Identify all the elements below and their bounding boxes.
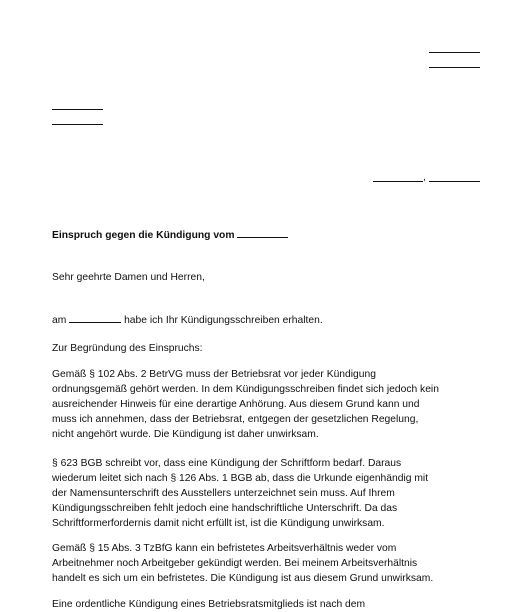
place-date-separator: ,	[423, 172, 426, 183]
recipient-name-blank[interactable]	[52, 109, 103, 110]
reason-paragraph-betrvg	[52, 367, 484, 442]
paragraph-line: Kündigungsschreiben fehlt jedoch eine handschriftliche Unterschrift. Da das	[52, 503, 398, 514]
paragraph-line: muss ich annehmen, dass der Betriebsrat, entgegen der gesetzlichen Regelung,	[52, 414, 419, 425]
paragraph-line: wiederum leitet sich nach § 126 Abs. 1 BGB ab, dass die Urkunde eigenhändig mit	[52, 473, 429, 484]
place-blank[interactable]	[373, 181, 423, 182]
sender-address-blank[interactable]	[429, 67, 480, 68]
paragraph-line: handelt es sich um ein befristetes. Die Kündigung ist aus diesem Grund unwirksam.	[52, 573, 434, 584]
paragraph-line: Schriftformerfordernis damit nicht erfüllt ist, ist die Kündigung unwirksam.	[52, 518, 385, 529]
paragraph-line: Arbeitnehmer noch Arbeitgeber gekündigt werden. Bei meinem Arbeitsverhältnis	[52, 558, 418, 569]
received-prefix: am	[52, 315, 67, 326]
paragraph-line: Gemäß § 15 Abs. 3 TzBfG kann ein befristetes Arbeitsverhältnis weder vom	[52, 543, 397, 554]
termination-date-blank[interactable]	[237, 228, 288, 238]
paragraph-line: ausreichender Hinweis für eine derartige Anhörung. Aus diesem Grund kann und	[52, 399, 420, 410]
date-blank[interactable]	[429, 181, 480, 182]
sender-name-blank[interactable]	[429, 52, 480, 53]
received-suffix: habe ich Ihr Kündigungsschreiben erhalten.	[124, 315, 323, 326]
cut-off-line: Eine ordentliche Kündigung eines Betriebsratsmitglieds ist nach dem	[52, 599, 366, 610]
subject-line	[52, 228, 288, 243]
received-date-blank[interactable]	[69, 313, 121, 323]
reason-paragraph-bgb	[52, 456, 484, 531]
reasons-heading: Zur Begründung des Einspruchs:	[52, 343, 203, 354]
subject-text: Einspruch gegen die Kündigung vom	[52, 230, 235, 241]
paragraph-line: Gemäß § 102 Abs. 2 BetrVG muss der Betriebsrat vor jeder Kündigung	[52, 369, 376, 380]
paragraph-line: der Namensunterschrift des Ausstellers unterzeichnet sein muss. Auf Ihrem	[52, 488, 395, 499]
recipient-address-blank[interactable]	[52, 124, 103, 125]
paragraph-line: ordnungsgemäß gehört werden. In dem Kündigungsschreiben findet sich jedoch kein	[52, 384, 439, 395]
paragraph-line: nicht angehört wurde. Die Kündigung ist daher unwirksam.	[52, 429, 319, 440]
reason-paragraph-tzbfg	[52, 541, 484, 586]
salutation: Sehr geehrte Damen und Herren,	[52, 272, 205, 283]
received-line	[52, 313, 323, 328]
paragraph-line: § 623 BGB schreibt vor, dass eine Kündigung der Schriftform bedarf. Daraus	[52, 458, 402, 469]
